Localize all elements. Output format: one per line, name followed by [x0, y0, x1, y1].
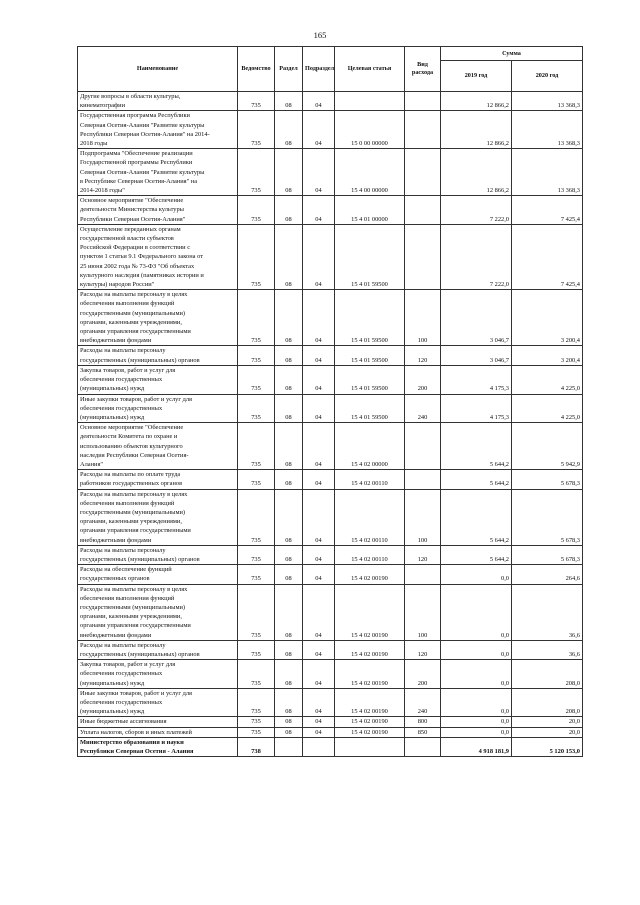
row-sum-2019: 12 866,2	[441, 149, 512, 196]
row-name	[78, 365, 238, 394]
row-name-line: Республики Северная Осетия - Алания	[80, 748, 194, 756]
row-name-line: обеспечения государственных	[80, 670, 163, 678]
row-target-article: 15 4 01 59500	[335, 224, 405, 289]
row-subsection: 04	[303, 290, 335, 346]
row-target-article: 15 4 02 00110	[335, 489, 405, 545]
row-name	[78, 423, 238, 470]
row-department: 735	[238, 346, 275, 365]
row-name-line: 25 июня 2002 года № 73-ФЗ "Об объектах	[80, 262, 195, 270]
row-expense-type: 100	[405, 290, 441, 346]
table-row	[78, 92, 583, 111]
table-row	[78, 640, 583, 659]
row-expense-type	[405, 224, 441, 289]
row-expense-type: 100	[405, 489, 441, 545]
row-name	[78, 92, 238, 111]
row-subsection: 04	[303, 688, 335, 717]
row-department: 735	[238, 545, 275, 564]
row-sum-2020: 7 425,4	[512, 224, 583, 289]
row-department: 735	[238, 489, 275, 545]
row-subsection: 04	[303, 640, 335, 659]
row-name-line: Российской Федерации в соответствии с	[80, 244, 191, 252]
header-sum: Сумма	[441, 47, 583, 61]
row-department: 735	[238, 196, 275, 225]
row-sum-2020: 5 678,3	[512, 545, 583, 564]
row-department: 735	[238, 290, 275, 346]
row-sum-2020: 208,0	[512, 660, 583, 689]
table-row	[78, 727, 583, 737]
row-sum-2019: 7 222,0	[441, 224, 512, 289]
row-name-line: Иные закупки товаров, работ и услуг для	[80, 689, 192, 697]
row-name-line: (муниципальных) нужд	[80, 413, 145, 421]
row-section: 08	[275, 545, 303, 564]
row-name-line: Северная Осетия-Алания "Развитие культуры	[80, 168, 205, 176]
table-row	[78, 394, 583, 423]
table-row	[78, 346, 583, 365]
row-name	[78, 737, 238, 756]
row-name-line: внебюджетными фондами	[80, 536, 152, 544]
row-name-line: Закупка товаров, работ и услуг для	[80, 366, 176, 374]
row-target-article: 15 4 01 59500	[335, 290, 405, 346]
row-target-article: 15 4 01 59500	[335, 346, 405, 365]
row-department: 735	[238, 584, 275, 640]
row-name-line: Основное мероприятие "Обеспечение	[80, 197, 184, 205]
row-target-article: 15 4 00 00000	[335, 149, 405, 196]
row-sum-2019: 3 046,7	[441, 346, 512, 365]
row-name-line: органами, казенными учреждениями,	[80, 318, 182, 326]
row-name-line: органами, казенными учреждениями,	[80, 518, 182, 526]
row-section: 08	[275, 111, 303, 149]
row-name-line: обеспечения государственных	[80, 404, 163, 412]
row-subsection: 04	[303, 470, 335, 489]
table-row	[78, 717, 583, 727]
row-name	[78, 224, 238, 289]
row-department: 735	[238, 149, 275, 196]
row-subsection: 04	[303, 545, 335, 564]
row-sum-2019: 5 644,2	[441, 470, 512, 489]
row-expense-type: 240	[405, 688, 441, 717]
row-name-line: обеспечения государственных	[80, 376, 163, 384]
row-name-line: Расходы на выплаты персоналу в целях	[80, 490, 188, 498]
row-section: 08	[275, 92, 303, 111]
row-department: 735	[238, 394, 275, 423]
row-subsection: 04	[303, 149, 335, 196]
row-name-line: в Республике Северная Осетия-Алания" на	[80, 177, 198, 185]
row-sum-2020: 5 120 153,0	[512, 737, 583, 756]
row-department: 735	[238, 92, 275, 111]
row-name	[78, 584, 238, 640]
row-name-line: органами управления государственными	[80, 527, 191, 535]
row-sum-2019: 0,0	[441, 688, 512, 717]
row-expense-type: 120	[405, 640, 441, 659]
row-expense-type	[405, 423, 441, 470]
row-target-article: 15 4 02 00190	[335, 640, 405, 659]
table-row	[78, 365, 583, 394]
table-row	[78, 290, 583, 346]
row-name-line: наследия Республики Северная Осетия-	[80, 451, 189, 459]
row-sum-2019: 5 644,2	[441, 423, 512, 470]
row-subsection: 04	[303, 92, 335, 111]
row-name	[78, 111, 238, 149]
row-name-line: Иные закупки товаров, работ и услуг для	[80, 395, 192, 403]
row-sum-2019: 12 866,2	[441, 92, 512, 111]
row-department: 735	[238, 727, 275, 737]
table-row	[78, 149, 583, 196]
row-name-line: органами управления государственными	[80, 622, 191, 630]
row-sum-2019: 3 046,7	[441, 290, 512, 346]
row-subsection: 04	[303, 365, 335, 394]
row-name-line: государственных (муниципальных) органов	[80, 555, 200, 563]
row-target-article: 15 4 02 00110	[335, 470, 405, 489]
row-section: 08	[275, 470, 303, 489]
row-name-line: деятельности Комитета по охране и	[80, 433, 178, 441]
row-section: 08	[275, 394, 303, 423]
row-expense-type	[405, 565, 441, 584]
row-department: 735	[238, 423, 275, 470]
row-sum-2020: 36,6	[512, 640, 583, 659]
row-section: 08	[275, 346, 303, 365]
row-subsection: 04	[303, 727, 335, 737]
row-target-article: 15 0 00 00000	[335, 111, 405, 149]
header-subsection: Подраздел	[303, 47, 335, 92]
row-department: 735	[238, 660, 275, 689]
row-section: 08	[275, 727, 303, 737]
row-expense-type: 850	[405, 727, 441, 737]
row-section: 08	[275, 196, 303, 225]
row-target-article: 15 4 01 59500	[335, 394, 405, 423]
row-expense-type	[405, 92, 441, 111]
row-section: 08	[275, 660, 303, 689]
row-subsection: 04	[303, 660, 335, 689]
header-expense-type: Вид расхода	[405, 47, 441, 92]
row-subsection: 04	[303, 717, 335, 727]
row-sum-2019: 0,0	[441, 584, 512, 640]
row-section	[275, 737, 303, 756]
row-name-line: Осуществление переданных органам	[80, 225, 181, 233]
header-year-2019: 2019 год	[441, 61, 512, 92]
row-sum-2020: 5 678,3	[512, 489, 583, 545]
row-subsection: 04	[303, 394, 335, 423]
row-name-line: Министерство образования и науки	[80, 738, 184, 746]
row-subsection: 04	[303, 565, 335, 584]
row-sum-2019: 4 175,3	[441, 394, 512, 423]
row-name	[78, 640, 238, 659]
row-name-line: 2018 годы	[80, 140, 108, 148]
row-name-line: государственной власти субъектов	[80, 235, 174, 243]
row-name-line: (муниципальных) нужд	[80, 679, 145, 687]
row-subsection: 04	[303, 584, 335, 640]
row-sum-2020: 13 368,3	[512, 149, 583, 196]
row-section: 08	[275, 423, 303, 470]
row-department: 735	[238, 365, 275, 394]
row-name-line: (муниципальных) нужд	[80, 708, 145, 716]
row-department: 735	[238, 717, 275, 727]
table-row	[78, 688, 583, 717]
row-name-line: Закупка товаров, работ и услуг для	[80, 661, 176, 669]
header-name: Наименование	[78, 47, 238, 92]
row-target-article: 15 4 02 00110	[335, 545, 405, 564]
table-row	[78, 584, 583, 640]
row-sum-2020: 4 225,0	[512, 365, 583, 394]
row-sum-2020: 13 368,3	[512, 92, 583, 111]
row-target-article: 15 4 02 00190	[335, 565, 405, 584]
row-expense-type	[405, 111, 441, 149]
row-name-line: Расходы на выплаты персоналу в целях	[80, 585, 188, 593]
row-expense-type	[405, 737, 441, 756]
table-row	[78, 737, 583, 756]
row-name	[78, 688, 238, 717]
row-name-line: обеспечения выполнения функций	[80, 499, 175, 507]
row-name-line: Другие вопросы в области культуры,	[80, 93, 181, 100]
row-name-line: Государственной программы Республики	[80, 159, 193, 167]
row-name-line: внебюджетными фондами	[80, 337, 152, 345]
row-expense-type: 240	[405, 394, 441, 423]
row-name	[78, 149, 238, 196]
row-subsection: 04	[303, 224, 335, 289]
row-sum-2019: 12 866,2	[441, 111, 512, 149]
row-section: 08	[275, 365, 303, 394]
row-name-line: Иные бюджетные ассигнования	[80, 718, 167, 726]
table-row	[78, 565, 583, 584]
row-section: 08	[275, 565, 303, 584]
row-target-article: 15 4 02 00000	[335, 423, 405, 470]
row-name	[78, 660, 238, 689]
row-expense-type: 200	[405, 660, 441, 689]
row-name-line: культурного наследия (памятниках истории и	[80, 271, 204, 279]
page-number: 165	[313, 30, 327, 40]
table-row	[78, 489, 583, 545]
row-name-line: Расходы на выплаты персоналу	[80, 347, 166, 355]
row-target-article: 15 4 02 00190	[335, 688, 405, 717]
row-sum-2020: 4 225,0	[512, 394, 583, 423]
row-subsection: 04	[303, 423, 335, 470]
row-department: 735	[238, 111, 275, 149]
row-subsection: 04	[303, 346, 335, 365]
row-name	[78, 290, 238, 346]
row-sum-2020: 20,0	[512, 727, 583, 737]
row-sum-2019: 4 175,3	[441, 365, 512, 394]
row-name-line: органами управления государственными	[80, 328, 191, 336]
row-name-line: обеспечения государственных	[80, 699, 163, 706]
row-expense-type: 100	[405, 584, 441, 640]
row-sum-2019: 0,0	[441, 660, 512, 689]
row-sum-2020: 208,0	[512, 688, 583, 717]
row-name-line: Уплата налогов, сборов и иных платежей	[80, 728, 192, 736]
row-name-line: 2014-2018 годы"	[80, 187, 125, 195]
table-row	[78, 111, 583, 149]
row-expense-type: 120	[405, 346, 441, 365]
row-sum-2019: 5 644,2	[441, 545, 512, 564]
row-department: 738	[238, 737, 275, 756]
row-section: 08	[275, 224, 303, 289]
row-expense-type	[405, 470, 441, 489]
row-name	[78, 717, 238, 727]
row-name-line: Алания"	[80, 460, 104, 468]
row-name-line: деятельности Министерства культуры	[80, 206, 184, 214]
row-section: 08	[275, 717, 303, 727]
row-section: 08	[275, 149, 303, 196]
row-sum-2019: 4 918 181,9	[441, 737, 512, 756]
row-name-line: органами, казенными учреждениями,	[80, 613, 182, 621]
row-department: 735	[238, 640, 275, 659]
row-name-line: государственных органов	[80, 575, 150, 583]
row-sum-2019: 0,0	[441, 727, 512, 737]
table-row	[78, 545, 583, 564]
row-name-line: государственных (муниципальных) органов	[80, 650, 200, 658]
table-row	[78, 470, 583, 489]
row-sum-2020: 20,0	[512, 717, 583, 727]
row-name-line: пунктом 1 статьи 9.1 Федерального закона от	[80, 253, 204, 261]
row-section: 08	[275, 640, 303, 659]
row-section: 08	[275, 688, 303, 717]
row-name	[78, 727, 238, 737]
header-target-article: Целевая статья	[335, 47, 405, 92]
row-target-article: 15 4 02 00190	[335, 660, 405, 689]
row-name-line: государственных (муниципальных) органов	[80, 356, 200, 364]
row-expense-type	[405, 149, 441, 196]
row-sum-2020: 5 678,3	[512, 470, 583, 489]
row-name-line: государственными (муниципальными)	[80, 603, 186, 611]
row-name	[78, 470, 238, 489]
row-target-article: 15 4 02 00190	[335, 727, 405, 737]
row-section: 08	[275, 489, 303, 545]
budget-table	[77, 46, 583, 757]
row-name-line: культуры) народов России"	[80, 281, 155, 289]
row-expense-type: 200	[405, 365, 441, 394]
table-body	[78, 92, 583, 757]
row-name	[78, 565, 238, 584]
row-name	[78, 545, 238, 564]
table-row	[78, 196, 583, 225]
row-subsection: 04	[303, 111, 335, 149]
row-name-line: внебюджетными фондами	[80, 631, 152, 639]
row-subsection: 04	[303, 196, 335, 225]
row-sum-2019: 0,0	[441, 717, 512, 727]
row-name-line: Основное мероприятие "Обеспечение	[80, 424, 184, 432]
row-target-article: 15 4 01 59500	[335, 365, 405, 394]
row-name-line: использованию объектов культурного	[80, 442, 183, 450]
row-subsection	[303, 737, 335, 756]
header-department: Ведомство	[238, 47, 275, 92]
row-name-line: Расходы на обеспечение функций	[80, 566, 172, 574]
row-name-line: Республики Северная Осетия-Алания"	[80, 215, 186, 223]
row-name-line: обеспечения выполнения функций	[80, 300, 175, 308]
row-sum-2020: 264,6	[512, 565, 583, 584]
row-name-line: Расходы на выплаты персоналу	[80, 546, 166, 554]
row-sum-2019: 0,0	[441, 565, 512, 584]
row-target-article	[335, 737, 405, 756]
row-department: 735	[238, 688, 275, 717]
row-expense-type	[405, 196, 441, 225]
row-sum-2020: 5 942,9	[512, 423, 583, 470]
row-section: 08	[275, 290, 303, 346]
table-row	[78, 423, 583, 470]
row-sum-2020: 3 200,4	[512, 346, 583, 365]
row-section: 08	[275, 584, 303, 640]
row-name-line: государственными (муниципальными)	[80, 309, 186, 317]
row-sum-2019: 5 644,2	[441, 489, 512, 545]
row-name-line: Подпрограмма "Обеспечение реализации	[80, 150, 193, 158]
row-expense-type: 120	[405, 545, 441, 564]
row-department: 735	[238, 224, 275, 289]
row-name-line: государственными (муниципальными)	[80, 508, 186, 516]
row-target-article: 15 4 02 00190	[335, 584, 405, 640]
row-name-line: обеспечения выполнения функций	[80, 594, 175, 602]
row-name-line: кинематографии	[80, 102, 125, 110]
row-department: 735	[238, 470, 275, 489]
row-name-line: Северная Осетия-Алания "Развитие культуры	[80, 121, 205, 129]
row-sum-2019: 7 222,0	[441, 196, 512, 225]
row-sum-2020: 36,6	[512, 584, 583, 640]
row-target-article: 15 4 01 00000	[335, 196, 405, 225]
row-expense-type: 800	[405, 717, 441, 727]
row-sum-2020: 3 200,4	[512, 290, 583, 346]
row-name-line: работников государственных органов	[80, 480, 183, 488]
row-name	[78, 346, 238, 365]
row-name-line: Расходы на выплаты персоналу в целях	[80, 291, 188, 299]
row-name	[78, 489, 238, 545]
row-name-line: Расходы на выплаты по оплате труда	[80, 471, 181, 479]
row-name	[78, 394, 238, 423]
row-name-line: Республики Северная Осетия-Алания" на 2014-	[80, 130, 210, 138]
row-sum-2019: 0,0	[441, 640, 512, 659]
table-row	[78, 660, 583, 689]
header-year-2020: 2020 год	[512, 61, 583, 92]
row-name-line: (муниципальных) нужд	[80, 385, 145, 393]
row-sum-2020: 7 425,4	[512, 196, 583, 225]
row-name-line: Расходы на выплаты персоналу	[80, 641, 166, 649]
row-sum-2020: 13 368,3	[512, 111, 583, 149]
row-name-line: Государственная программа Республики	[80, 112, 190, 120]
row-name	[78, 196, 238, 225]
row-target-article	[335, 92, 405, 111]
row-target-article: 15 4 02 00190	[335, 717, 405, 727]
header-section: Раздел	[275, 47, 303, 92]
row-subsection: 04	[303, 489, 335, 545]
table-row	[78, 224, 583, 289]
row-department: 735	[238, 565, 275, 584]
